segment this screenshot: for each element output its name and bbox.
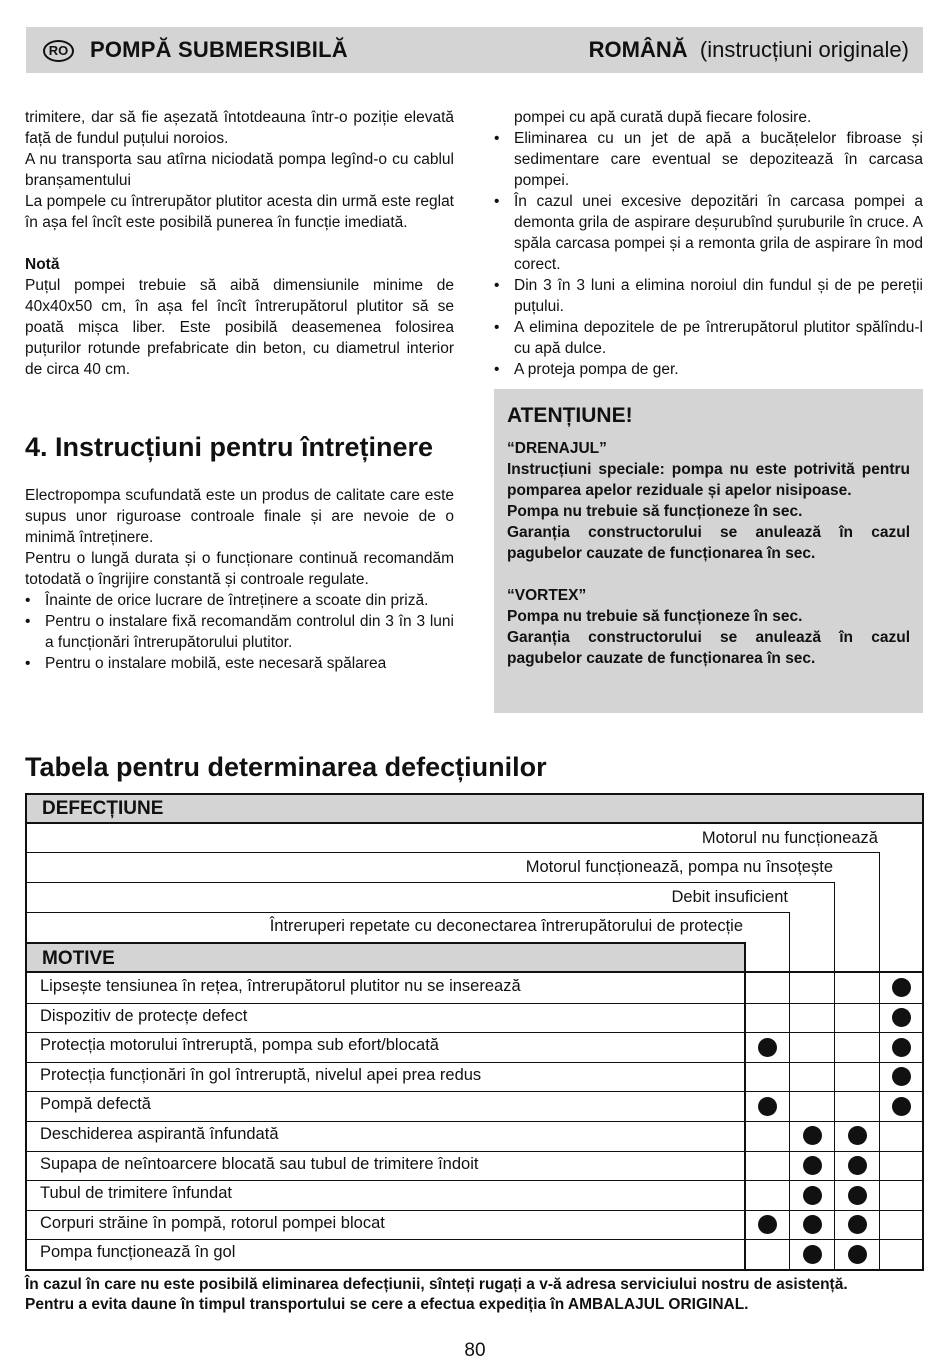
maintenance-paragraph-1: Electropompa scufundată este un produs de calitate care este supus unor riguroase controale finale și are nevoie de o minimă întreținere. — [25, 487, 454, 546]
table-mark-dot — [848, 1186, 867, 1205]
table-row-cause: Corpuri străine în pompă, rotorul pompei blocat — [40, 1213, 385, 1232]
table-mark-dot — [758, 1038, 777, 1057]
right-bullets — [494, 128, 923, 380]
drain-line-2: Pompa nu trebuie să funcționeze în sec. — [507, 503, 803, 520]
maintenance-bullets — [25, 590, 454, 674]
table-mark-dot — [848, 1126, 867, 1145]
intro-paragraph-2: A nu transporta sau atîrna niciodată pompa legînd-o cu cablul branșamentului — [25, 151, 454, 189]
list-item: • Din 3 în 3 luni a elimina noroiul din fundul și de pe pereții puțului. — [494, 275, 923, 317]
table-mark-dot — [848, 1215, 867, 1234]
vortex-line-2: Garanția constructorului se anulează în cazul pagubelor cauzate de funcționarea în sec. — [507, 629, 910, 667]
table-mark-dot — [803, 1215, 822, 1234]
intro-paragraph-3: La pompele cu întrerupător plutitor acesta din urmă este reglat în așa fel încît este posibilă punerea în funcție imediată. — [25, 193, 454, 231]
table-mark-dot — [892, 1097, 911, 1116]
list-item: • A elimina depozitele de pe întrerupătorul plutitor spălîndu-l cu apă dulce. — [494, 317, 923, 359]
left-column-top — [25, 107, 454, 380]
continuation-text: pompei cu apă curată după fiecare folosire. — [514, 109, 812, 126]
list-item: • Pentru o instalare mobilă, este necesară spălarea — [25, 653, 454, 674]
table-mark-dot — [803, 1126, 822, 1145]
list-item: • Înainte de orice lucrare de întreținere a scoate din priză. — [25, 590, 454, 611]
causes-header: MOTIVE — [42, 948, 115, 969]
right-column — [494, 107, 923, 380]
left-column-maintenance — [25, 485, 454, 674]
vortex-label: “VORTEX” — [507, 587, 587, 604]
page-header — [26, 27, 923, 73]
table-mark-dot — [758, 1215, 777, 1234]
table-row-cause: Pompa funcționează în gol — [40, 1243, 236, 1262]
note-text: Puțul pompei trebuie să aibă dimensiunile minime de 40x40x50 cm, în așa fel încît întrerupătorul plutitor să se poată mișca liber. Este posibilă deasemenea folosirea puțurilor rotunde prefabricate din beton, cu diametrul interior de circa 40 cm. — [25, 277, 454, 378]
table-mark-dot — [803, 1245, 822, 1264]
table-title: Tabela pentru determinarea defecțiunilor — [25, 752, 547, 782]
fault-label-4: Întreruperi repetate cu deconectarea întrerupătorului de protecție — [269, 917, 743, 935]
section-title: 4. Instrucțiuni pentru întreținere — [25, 432, 434, 462]
drain-line-3: Garanția constructorului se anulează în cazul pagubelor cauzate de funcționarea în sec. — [507, 524, 910, 562]
table-mark-dot — [803, 1186, 822, 1205]
troubleshooting-table — [25, 793, 924, 1271]
table-row-cause: Pompă defectă — [40, 1095, 151, 1114]
drain-line-1: Instrucțiuni speciale: pompa nu este potrivită pentru pomparea apelor reziduale și apelor nisipoase. — [507, 461, 910, 499]
table-mark-dot — [892, 1067, 911, 1086]
language-badge: RO — [43, 40, 74, 62]
table-mark-dot — [848, 1245, 867, 1264]
table-row-cause: Protecția motorului întreruptă, pompa sub efort/blocată — [40, 1036, 439, 1055]
table-mark-dot — [892, 978, 911, 997]
table-mark-dot — [892, 1038, 911, 1057]
note-title: Notă — [25, 256, 60, 273]
list-item: • Eliminarea cu un jet de apă a bucățelelor fibroase și sedimentare care eventual se depozitează în carcasa pompei. — [494, 128, 923, 191]
footer-line-2: Pentru a evita daune în timpul transportului se cere a efectua expediția în AMBALAJUL ORIGINAL. — [25, 1296, 749, 1313]
attention-box — [494, 389, 923, 713]
table-mark-dot — [803, 1156, 822, 1175]
table-mark-dot — [848, 1156, 867, 1175]
footer-note — [25, 1275, 848, 1315]
maintenance-paragraph-2: Pentru o lungă durata și o funcționare continuă recomandăm totodată o îngrijire constantă și controale regulate. — [25, 550, 454, 588]
table-mark-dot — [758, 1097, 777, 1116]
table-row-cause: Protecția funcționări în gol întreruptă, nivelul apei prea redus — [40, 1065, 482, 1084]
fault-label-2: Motorul funcționează, pompa nu însoțește — [525, 858, 833, 876]
list-item: • A proteja pompa de ger. — [494, 359, 923, 380]
product-title: POMPĂ SUBMERSIBILĂ — [90, 37, 348, 62]
drain-label: “DRENAJUL” — [507, 440, 607, 457]
table-row-cause: Dispozitiv de protecțe defect — [40, 1006, 248, 1025]
fault-label-3: Debit insuficient — [671, 888, 788, 906]
attention-title: ATENȚIUNE! — [507, 404, 633, 427]
intro-paragraph-1: trimitere, dar să fie așezată întotdeauna într-o poziție elevată față de fundul puțului noroios. — [25, 109, 454, 147]
table-row-cause: Supapa de neîntoarcere blocată sau tubul de trimitere îndoit — [40, 1154, 479, 1173]
language-label — [589, 37, 909, 63]
table-mark-dot — [892, 1008, 911, 1027]
language-note: (instrucțiuni originale) — [699, 37, 909, 62]
fault-label-1: Motorul nu funcționează — [701, 829, 878, 847]
fault-header: DEFECȚIUNE — [42, 798, 164, 819]
language-name: ROMÂNĂ — [588, 37, 688, 62]
vortex-line-1: Pompa nu trebuie să funcționeze în sec. — [507, 608, 803, 625]
table-row-cause: Deschiderea aspirantă înfundată — [40, 1125, 279, 1143]
footer-line-1: În cazul în care nu este posibilă eliminarea defecțiunii, sînteți rugați a v-ă adresa serviciului nostru de asistență. — [25, 1276, 848, 1293]
table-row-cause: Lipsește tensiunea în rețea, întrerupătorul plutitor nu se inserează — [40, 977, 521, 995]
table-row-cause: Tubul de trimitere înfundat — [40, 1184, 232, 1203]
list-item: • Pentru o instalare fixă recomandăm controlul din 3 în 3 luni a funcționări întrerupătorului plutitor. — [25, 611, 454, 653]
list-item: • În cazul unei excesive depozitări în carcasa pompei a demonta grila de aspirare deșurubînd șuruburile în cruce. A spăla carcasa pompei și a remonta grila de aspirare în mod corect. — [494, 191, 923, 275]
page-number: 80 — [464, 1340, 486, 1361]
